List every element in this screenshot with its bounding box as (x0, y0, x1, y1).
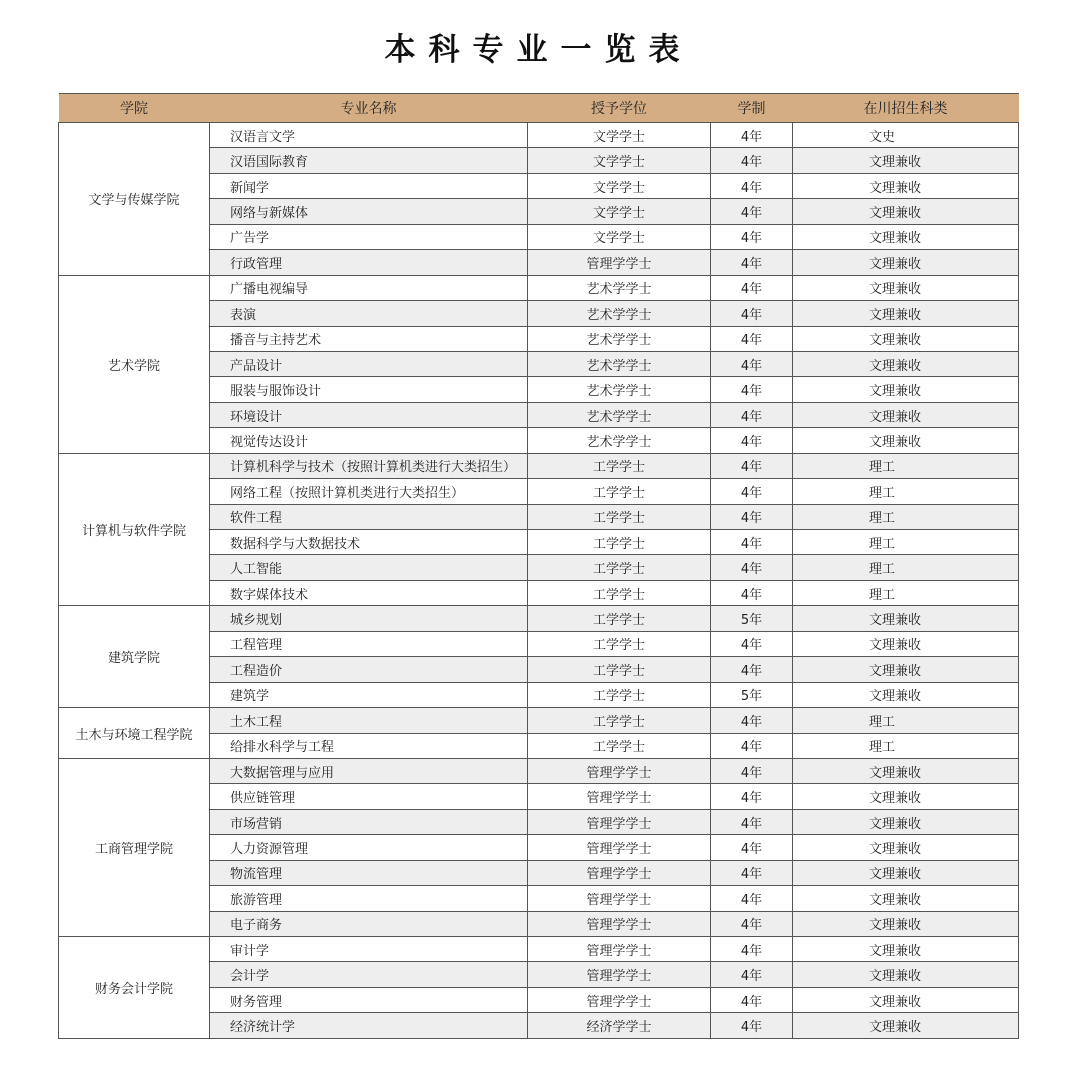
category-cell: 文理兼收 (793, 631, 1019, 656)
major-cell: 网络工程（按照计算机类进行大类招生） (210, 479, 528, 504)
category-cell: 文理兼收 (793, 606, 1019, 631)
years-cell: 4年 (711, 402, 793, 427)
degree-cell: 文学学士 (528, 123, 711, 148)
major-cell: 工程造价 (210, 657, 528, 682)
years-cell: 4年 (711, 275, 793, 300)
degree-cell: 工学学士 (528, 453, 711, 478)
degree-cell: 艺术学学士 (528, 351, 711, 376)
years-cell: 4年 (711, 758, 793, 783)
degree-cell: 管理学学士 (528, 937, 711, 962)
header-degree: 授予学位 (528, 94, 711, 123)
years-cell: 4年 (711, 173, 793, 198)
category-cell: 理工 (793, 580, 1019, 605)
degree-cell: 文学学士 (528, 173, 711, 198)
degree-cell: 文学学士 (528, 199, 711, 224)
college-cell: 建筑学院 (59, 606, 210, 708)
years-cell: 4年 (711, 428, 793, 453)
major-cell: 经济统计学 (210, 1013, 528, 1038)
years-cell: 4年 (711, 123, 793, 148)
major-cell: 表演 (210, 301, 528, 326)
degree-cell: 艺术学学士 (528, 428, 711, 453)
major-cell: 会计学 (210, 962, 528, 987)
degree-cell: 艺术学学士 (528, 402, 711, 427)
years-cell: 4年 (711, 962, 793, 987)
degree-cell: 艺术学学士 (528, 326, 711, 351)
degree-cell: 管理学学士 (528, 250, 711, 275)
table-row (59, 275, 1019, 300)
years-cell: 4年 (711, 504, 793, 529)
category-cell: 理工 (793, 555, 1019, 580)
category-cell: 文理兼收 (793, 784, 1019, 809)
category-cell: 文理兼收 (793, 275, 1019, 300)
major-cell: 服装与服饰设计 (210, 377, 528, 402)
college-cell: 工商管理学院 (59, 758, 210, 936)
major-cell: 汉语国际教育 (210, 148, 528, 173)
years-cell: 5年 (711, 606, 793, 631)
years-cell: 4年 (711, 199, 793, 224)
degree-cell: 工学学士 (528, 504, 711, 529)
major-cell: 产品设计 (210, 351, 528, 376)
major-cell: 数字媒体技术 (210, 580, 528, 605)
category-cell: 文理兼收 (793, 682, 1019, 707)
major-cell: 播音与主持艺术 (210, 326, 528, 351)
college-cell: 财务会计学院 (59, 937, 210, 1039)
years-cell: 4年 (711, 250, 793, 275)
years-cell: 4年 (711, 733, 793, 758)
years-cell: 5年 (711, 682, 793, 707)
major-cell: 旅游管理 (210, 886, 528, 911)
degree-cell: 文学学士 (528, 224, 711, 249)
category-cell: 文理兼收 (793, 250, 1019, 275)
degree-cell: 经济学学士 (528, 1013, 711, 1038)
major-cell: 软件工程 (210, 504, 528, 529)
major-cell: 建筑学 (210, 682, 528, 707)
major-cell: 审计学 (210, 937, 528, 962)
major-cell: 物流管理 (210, 860, 528, 885)
category-cell: 文理兼收 (793, 962, 1019, 987)
category-cell: 文理兼收 (793, 173, 1019, 198)
degree-cell: 管理学学士 (528, 758, 711, 783)
page-title: 本科专业一览表 (384, 32, 693, 68)
majors-table (58, 93, 1019, 1039)
years-cell: 4年 (711, 911, 793, 936)
category-cell: 文理兼收 (793, 911, 1019, 936)
category-cell: 文理兼收 (793, 809, 1019, 834)
major-cell: 人工智能 (210, 555, 528, 580)
category-cell: 文史 (793, 123, 1019, 148)
years-cell: 4年 (711, 580, 793, 605)
degree-cell: 艺术学学士 (528, 377, 711, 402)
degree-cell: 工学学士 (528, 555, 711, 580)
years-cell: 4年 (711, 708, 793, 733)
years-cell: 4年 (711, 657, 793, 682)
category-cell: 理工 (793, 530, 1019, 555)
table-body (59, 123, 1019, 1039)
table-header (59, 94, 1019, 123)
major-cell: 城乡规划 (210, 606, 528, 631)
college-cell: 土木与环境工程学院 (59, 708, 210, 759)
category-cell: 文理兼收 (793, 886, 1019, 911)
major-cell: 新闻学 (210, 173, 528, 198)
table-row (59, 453, 1019, 478)
major-cell: 视觉传达设计 (210, 428, 528, 453)
years-cell: 4年 (711, 809, 793, 834)
years-cell: 4年 (711, 224, 793, 249)
category-cell: 文理兼收 (793, 377, 1019, 402)
years-cell: 4年 (711, 530, 793, 555)
degree-cell: 工学学士 (528, 479, 711, 504)
major-cell: 市场营销 (210, 809, 528, 834)
college-cell: 计算机与软件学院 (59, 453, 210, 606)
degree-cell: 管理学学士 (528, 962, 711, 987)
major-cell: 行政管理 (210, 250, 528, 275)
years-cell: 4年 (711, 784, 793, 809)
degree-cell: 工学学士 (528, 708, 711, 733)
category-cell: 文理兼收 (793, 987, 1019, 1012)
years-cell: 4年 (711, 860, 793, 885)
years-cell: 4年 (711, 886, 793, 911)
degree-cell: 工学学士 (528, 657, 711, 682)
table-row (59, 758, 1019, 783)
degree-cell: 管理学学士 (528, 835, 711, 860)
category-cell: 文理兼收 (793, 657, 1019, 682)
major-cell: 给排水科学与工程 (210, 733, 528, 758)
years-cell: 4年 (711, 555, 793, 580)
major-cell: 网络与新媒体 (210, 199, 528, 224)
major-cell: 大数据管理与应用 (210, 758, 528, 783)
table-row (59, 123, 1019, 148)
table-row (59, 606, 1019, 631)
college-cell: 文学与传媒学院 (59, 123, 210, 276)
category-cell: 理工 (793, 708, 1019, 733)
major-cell: 广告学 (210, 224, 528, 249)
category-cell: 文理兼收 (793, 326, 1019, 351)
years-cell: 4年 (711, 326, 793, 351)
degree-cell: 管理学学士 (528, 809, 711, 834)
major-cell: 计算机科学与技术（按照计算机类进行大类招生） (210, 453, 528, 478)
category-cell: 文理兼收 (793, 351, 1019, 376)
college-cell: 艺术学院 (59, 275, 210, 453)
years-cell: 4年 (711, 937, 793, 962)
degree-cell: 工学学士 (528, 580, 711, 605)
category-cell: 文理兼收 (793, 1013, 1019, 1038)
major-cell: 财务管理 (210, 987, 528, 1012)
degree-cell: 管理学学士 (528, 886, 711, 911)
major-cell: 土木工程 (210, 708, 528, 733)
category-cell: 文理兼收 (793, 199, 1019, 224)
years-cell: 4年 (711, 835, 793, 860)
degree-cell: 文学学士 (528, 148, 711, 173)
years-cell: 4年 (711, 351, 793, 376)
table-row (59, 937, 1019, 962)
degree-cell: 管理学学士 (528, 860, 711, 885)
category-cell: 文理兼收 (793, 148, 1019, 173)
degree-cell: 工学学士 (528, 606, 711, 631)
header-row (59, 94, 1019, 123)
degree-cell: 管理学学士 (528, 784, 711, 809)
header-years: 学制 (711, 94, 793, 123)
years-cell: 4年 (711, 987, 793, 1012)
major-cell: 数据科学与大数据技术 (210, 530, 528, 555)
degree-cell: 工学学士 (528, 733, 711, 758)
category-cell: 理工 (793, 479, 1019, 504)
major-cell: 广播电视编导 (210, 275, 528, 300)
category-cell: 文理兼收 (793, 758, 1019, 783)
years-cell: 4年 (711, 377, 793, 402)
years-cell: 4年 (711, 453, 793, 478)
degree-cell: 管理学学士 (528, 911, 711, 936)
category-cell: 文理兼收 (793, 224, 1019, 249)
major-cell: 环境设计 (210, 402, 528, 427)
years-cell: 4年 (711, 301, 793, 326)
table-row (59, 708, 1019, 733)
years-cell: 4年 (711, 148, 793, 173)
category-cell: 文理兼收 (793, 301, 1019, 326)
degree-cell: 艺术学学士 (528, 275, 711, 300)
major-cell: 汉语言文学 (210, 123, 528, 148)
major-cell: 人力资源管理 (210, 835, 528, 860)
major-cell: 供应链管理 (210, 784, 528, 809)
category-cell: 理工 (793, 453, 1019, 478)
degree-cell: 工学学士 (528, 631, 711, 656)
major-cell: 工程管理 (210, 631, 528, 656)
years-cell: 4年 (711, 631, 793, 656)
years-cell: 4年 (711, 479, 793, 504)
degree-cell: 工学学士 (528, 530, 711, 555)
degree-cell: 艺术学学士 (528, 301, 711, 326)
category-cell: 文理兼收 (793, 937, 1019, 962)
category-cell: 文理兼收 (793, 860, 1019, 885)
major-cell: 电子商务 (210, 911, 528, 936)
years-cell: 4年 (711, 1013, 793, 1038)
category-cell: 理工 (793, 733, 1019, 758)
header-category: 在川招生科类 (793, 94, 1019, 123)
category-cell: 理工 (793, 504, 1019, 529)
degree-cell: 管理学学士 (528, 987, 711, 1012)
header-major: 专业名称 (210, 94, 528, 123)
category-cell: 文理兼收 (793, 835, 1019, 860)
degree-cell: 工学学士 (528, 682, 711, 707)
header-college: 学院 (59, 94, 210, 123)
category-cell: 文理兼收 (793, 402, 1019, 427)
category-cell: 文理兼收 (793, 428, 1019, 453)
